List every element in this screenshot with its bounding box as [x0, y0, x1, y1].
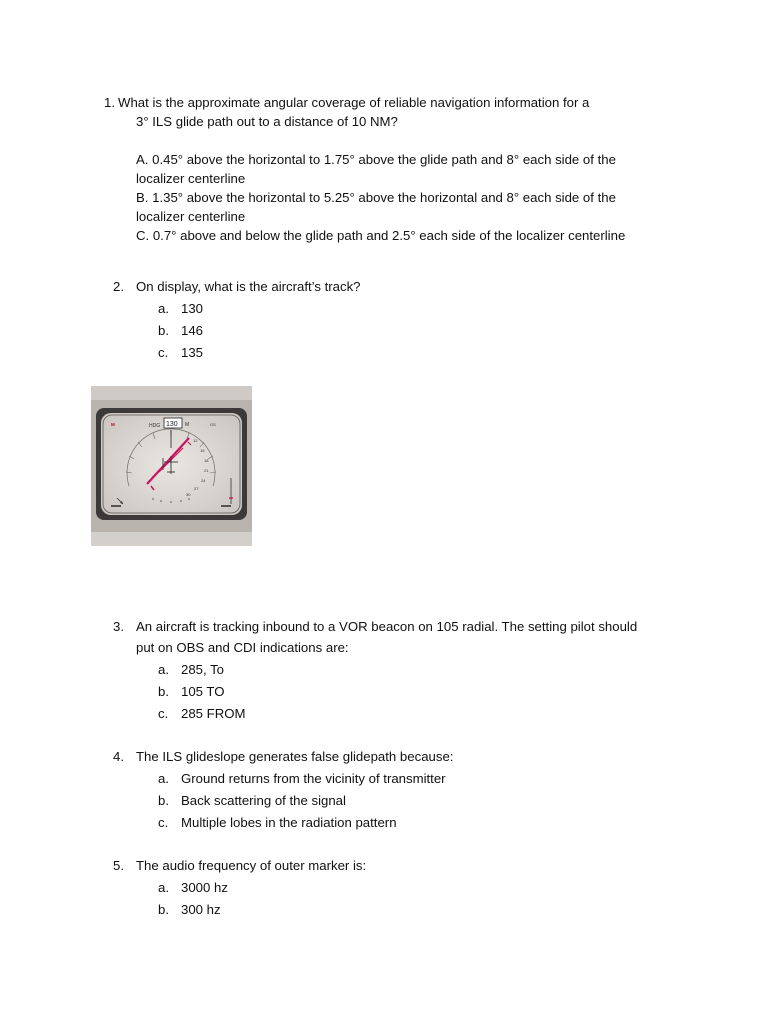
question-2-option-a: 130: [181, 301, 204, 316]
question-4-option-a-letter: a.: [158, 771, 169, 786]
question-5-option-a-letter: a.: [158, 880, 169, 895]
question-3-option-a-letter: a.: [158, 662, 169, 677]
question-1-text-line1: What is the approximate angular coverage of reliable navigation information for a: [118, 95, 590, 110]
question-4-option-a: Ground returns from the vicinity of transmitter: [181, 771, 446, 786]
question-1-option-b: B. 1.35° above the horizontal to 5.25° above the horizontal and 8° each side of the: [136, 190, 616, 205]
question-2-option-a-letter: a.: [158, 301, 169, 316]
hsi-scale-30: 30: [186, 492, 191, 497]
hsi-instrument-illustration: [91, 386, 252, 546]
question-1-option-a: A. 0.45° above the horizontal to 1.75° above the glide path and 8° each side of the: [136, 152, 616, 167]
question-4-number: 4.: [113, 749, 124, 764]
question-1-text-line2: 3° ILS glide path out to a distance of 10 NM?: [136, 114, 398, 129]
hsi-scale-18: 18: [204, 458, 209, 463]
question-4-option-c: Multiple lobes in the radiation pattern: [181, 815, 397, 830]
hsi-heading-value: 130: [166, 421, 178, 428]
question-1-option-c: C. 0.7° above and below the glide path and 2.5° each side of the localizer centerline: [136, 228, 626, 243]
hsi-instrument-photo: [91, 386, 252, 546]
question-1-option-b-cont: localizer centerline: [136, 209, 246, 224]
question-1-number: 1.: [104, 95, 115, 110]
hsi-scale-15: 15: [200, 448, 205, 453]
question-5-option-b: 300 hz: [181, 902, 221, 917]
question-4-text: The ILS glideslope generates false glidepath because:: [136, 749, 454, 764]
hsi-m-label: M: [185, 422, 190, 428]
question-4-option-b-letter: b.: [158, 793, 169, 808]
svg-text:M: M: [111, 422, 115, 427]
question-3-text-line2: put on OBS and CDI indications are:: [136, 640, 349, 655]
hsi-scale-27: 27: [194, 486, 199, 491]
question-2-text: On display, what is the aircraft’s track?: [136, 279, 361, 294]
hsi-scale-12: 12: [193, 438, 198, 443]
question-4-option-c-letter: c.: [158, 815, 169, 830]
question-3-text-line1: An aircraft is tracking inbound to a VOR beacon on 105 radial. The setting pilot should: [136, 619, 638, 634]
question-3-option-b: 105 TO: [181, 684, 225, 699]
question-1-option-a-cont: localizer centerline: [136, 171, 246, 186]
question-3-option-b-letter: b.: [158, 684, 169, 699]
hsi-scale-24: 24: [201, 478, 206, 483]
question-2-option-b: 146: [181, 323, 204, 338]
question-5-number: 5.: [113, 858, 124, 873]
hsi-scale-21: 21: [204, 468, 209, 473]
hsi-hdg-label: HDG: [149, 423, 161, 429]
question-4-option-b: Back scattering of the signal: [181, 793, 346, 808]
question-2-option-c: 135: [181, 345, 204, 360]
question-5-text: The audio frequency of outer marker is:: [136, 858, 367, 873]
question-3-number: 3.: [113, 619, 124, 634]
question-5-option-b-letter: b.: [158, 902, 169, 917]
question-2-number: 2.: [113, 279, 124, 294]
question-3-option-c-letter: c.: [158, 706, 169, 721]
question-5-option-a: 3000 hz: [181, 880, 228, 895]
question-3-option-c: 285 FROM: [181, 706, 246, 721]
question-2-option-c-letter: c.: [158, 345, 169, 360]
hsi-top-right-label: GS: [210, 422, 216, 427]
question-3-option-a: 285, To: [181, 662, 225, 677]
question-2-option-b-letter: b.: [158, 323, 169, 338]
